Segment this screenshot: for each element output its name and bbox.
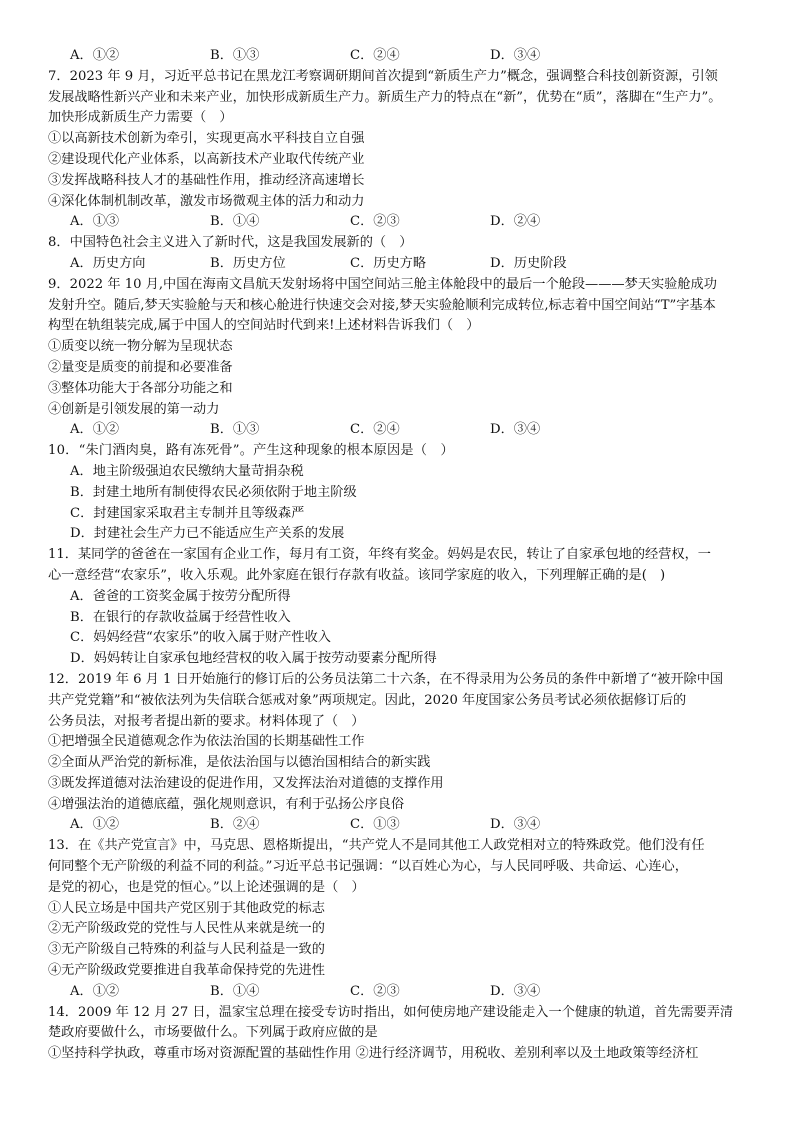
q7-stem: 7．2023 年 9 月，习近平总书记在黑龙江考察调研期间首次提到“新质生产力”概念，强调整合科技创新资源，引领 发展战略性新兴产业和未来产业，加快形成新质生产力。新质生产力的特点在“新”，优势在“质”，落脚在“生产力”。 加快形成新质生产力需要（ ） xyxy=(48,68,722,126)
q9-option-a[interactable]: A．①② xyxy=(70,422,120,438)
q8-option-d[interactable]: D．历史阶段 xyxy=(490,255,567,271)
q11-choice-a[interactable]: A．爸爸的工资奖金属于按劳分配所得 xyxy=(70,588,291,604)
q12-stem: 12．2019 年 6 月 1 日开始施行的修订后的公务员法第二十六条，在不得录用为公务员的条件中新增了“被开除中国 共产党党籍”和“被依法列为失信联合惩戒对象”两项规定。因此，2020 年度国家公务员考试必须依据修订后的 公务员法，对报考者提出新的要求。材料体现了（ ） xyxy=(48,671,724,729)
q7-statement: ②建设现代化产业体系，以高新技术产业取代传统产业 xyxy=(48,151,365,167)
q9-options xyxy=(48,420,754,441)
q14-stem: 14．2009 年 12 月 27 日，温家宝总理在接受专访时指出，如何使房地产建设能走入一个健康的轨道，首先需要弄清 楚政府要做什么，市场要做什么。下列属于政府应做的是 ①坚持科学执政，尊重市场对资源配置的基础性作用 ②进行经济调节，用税收、差别利率以及土地政策等经济杠 xyxy=(48,1004,734,1062)
q7-option-d[interactable]: D．②④ xyxy=(490,214,541,230)
q12-statement: ③既发挥道德对法治建设的促进作用，又发挥法治对道德的支撑作用 xyxy=(48,775,444,791)
q9-option-d[interactable]: D．③④ xyxy=(490,422,541,438)
q6-option-b[interactable]: B．①③ xyxy=(210,48,260,63)
q13-stem: 13．在《共产党宣言》中，马克思、恩格斯提出，“共产党人不是同其他工人政党相对立的特殊政党。他们没有任 何同整个无产阶级的利益不同的利益。”习近平总书记强调：“以百姓心为心，与人民同呼吸、共命运、心连心， 是党的初心，也是党的恒心。”以上论述强调的是（ ） xyxy=(48,838,705,895)
q8-options xyxy=(48,254,754,275)
q13-option-c[interactable]: C．②③ xyxy=(350,983,400,999)
q13-statement: ①人民立场是中国共产党区别于其他政党的标志 xyxy=(48,900,325,916)
q13-statement: ③无产阶级自己特殊的利益与人民利益是一致的 xyxy=(48,942,325,958)
q7-option-b[interactable]: B．①④ xyxy=(210,214,260,230)
q6-option-a[interactable]: A．①② xyxy=(70,48,120,63)
q12-statement: ②全面从严治党的新标准，是依法治国与以德治国相结合的新实践 xyxy=(48,755,431,771)
q12-option-d[interactable]: D．③④ xyxy=(490,817,541,833)
q10-choice-c[interactable]: C．封建国家采取君主专制并且等级森严 xyxy=(70,505,305,521)
q7-options xyxy=(48,212,754,233)
q11-stem: 11．某同学的爸爸在一家国有企业工作，每月有工资，年终有奖金。妈妈是农民，转让了自家承包地的经营权，一 心一意经营“农家乐”，收入乐观。此外家庭在银行存款有收益。该同学家庭的收入，下列理解正确的是( ) xyxy=(48,547,711,583)
q12-option-c[interactable]: C．①③ xyxy=(350,817,400,833)
q7-statement: ④深化体制机制改革，激发市场微观主体的活力和动力 xyxy=(48,193,365,209)
q9-statement: ③整体功能大于各部分功能之和 xyxy=(48,380,233,396)
q13-statement: ②无产阶级政党的党性与人民性从来就是统一的 xyxy=(48,921,325,937)
q11-choice-b[interactable]: B．在银行的存款收益属于经营性收入 xyxy=(70,609,291,625)
q7-option-a[interactable]: A．①③ xyxy=(70,214,120,230)
q9-statement: ②量变是质变的前提和必要准备 xyxy=(48,359,233,375)
q8-option-b[interactable]: B．历史方位 xyxy=(210,255,286,271)
q6-option-d[interactable]: D．③④ xyxy=(490,48,541,63)
q12-option-a[interactable]: A．①② xyxy=(70,817,120,833)
q12-statement: ①把增强全民道德观念作为依法治国的长期基础性工作 xyxy=(48,734,365,750)
q8-stem: 8．中国特色社会主义进入了新时代，这是我国发展新的（ ） xyxy=(48,235,413,251)
q11-choice-d[interactable]: D．妈妈转让自家承包地经营权的收入属于按劳动要素分配所得 xyxy=(70,651,437,667)
q13-options xyxy=(48,982,754,1003)
q10-choice-a[interactable]: A．地主阶级强迫农民缴纳大量苛捐杂税 xyxy=(70,463,304,479)
q12-option-b[interactable]: B．②④ xyxy=(210,817,260,833)
q13-option-d[interactable]: D．③④ xyxy=(490,983,541,999)
q9-statement: ④创新是引领发展的第一动力 xyxy=(48,401,220,417)
q9-statement: ①质变以统一物分解为呈现状态 xyxy=(48,339,233,355)
q6-options xyxy=(48,46,754,67)
q10-choice-d[interactable]: D．封建社会生产力已不能适应生产关系的发展 xyxy=(70,526,345,542)
q9-stem: 9．2022 年 10 月,中国在海南文昌航天发射场将中国空间站三舱主体舱段中的最后一个舱段———梦天实验舱成功 发射升空。随后,梦天实验舱与天和核心舱进行快速交会对接,梦天实验舱顺利完成转位,标志着中国空间站“T”字基本 构型在轨组装完成,属于中国人的空间站时代到来!上述材料告诉我们（ ） xyxy=(48,276,717,334)
q13-statement: ④无产阶级政党要推进自我革命保持党的先进性 xyxy=(48,963,325,979)
q7-statement: ①以高新技术创新为牵引，实现更高水平科技自立自强 xyxy=(48,131,365,147)
q13-option-a[interactable]: A．①② xyxy=(70,983,120,999)
q13-option-b[interactable]: B．①④ xyxy=(210,983,260,999)
q9-option-c[interactable]: C．②④ xyxy=(350,422,400,438)
q8-option-c[interactable]: C．历史方略 xyxy=(350,255,427,271)
q7-option-c[interactable]: C．②③ xyxy=(350,214,400,230)
q10-stem: 10．“朱门酒肉臭，路有冻死骨”。产生这种现象的根本原因是（ ） xyxy=(48,443,454,459)
q6-option-c[interactable]: C．②④ xyxy=(350,48,400,63)
q10-choice-b[interactable]: B．封建土地所有制使得农民必须依附于地主阶级 xyxy=(70,484,357,500)
q12-options xyxy=(48,815,754,836)
exam-page xyxy=(48,46,754,1065)
q12-statement: ④增强法治的道德底蕴，强化规则意识，有利于弘扬公序良俗 xyxy=(48,796,405,812)
q7-statement: ③发挥战略科技人才的基础性作用，推动经济高速增长 xyxy=(48,172,365,188)
q8-option-a[interactable]: A．历史方向 xyxy=(70,255,146,271)
q11-choice-c[interactable]: C．妈妈经营“农家乐”的收入属于财产性收入 xyxy=(70,630,331,646)
q9-option-b[interactable]: B．①③ xyxy=(210,422,260,438)
